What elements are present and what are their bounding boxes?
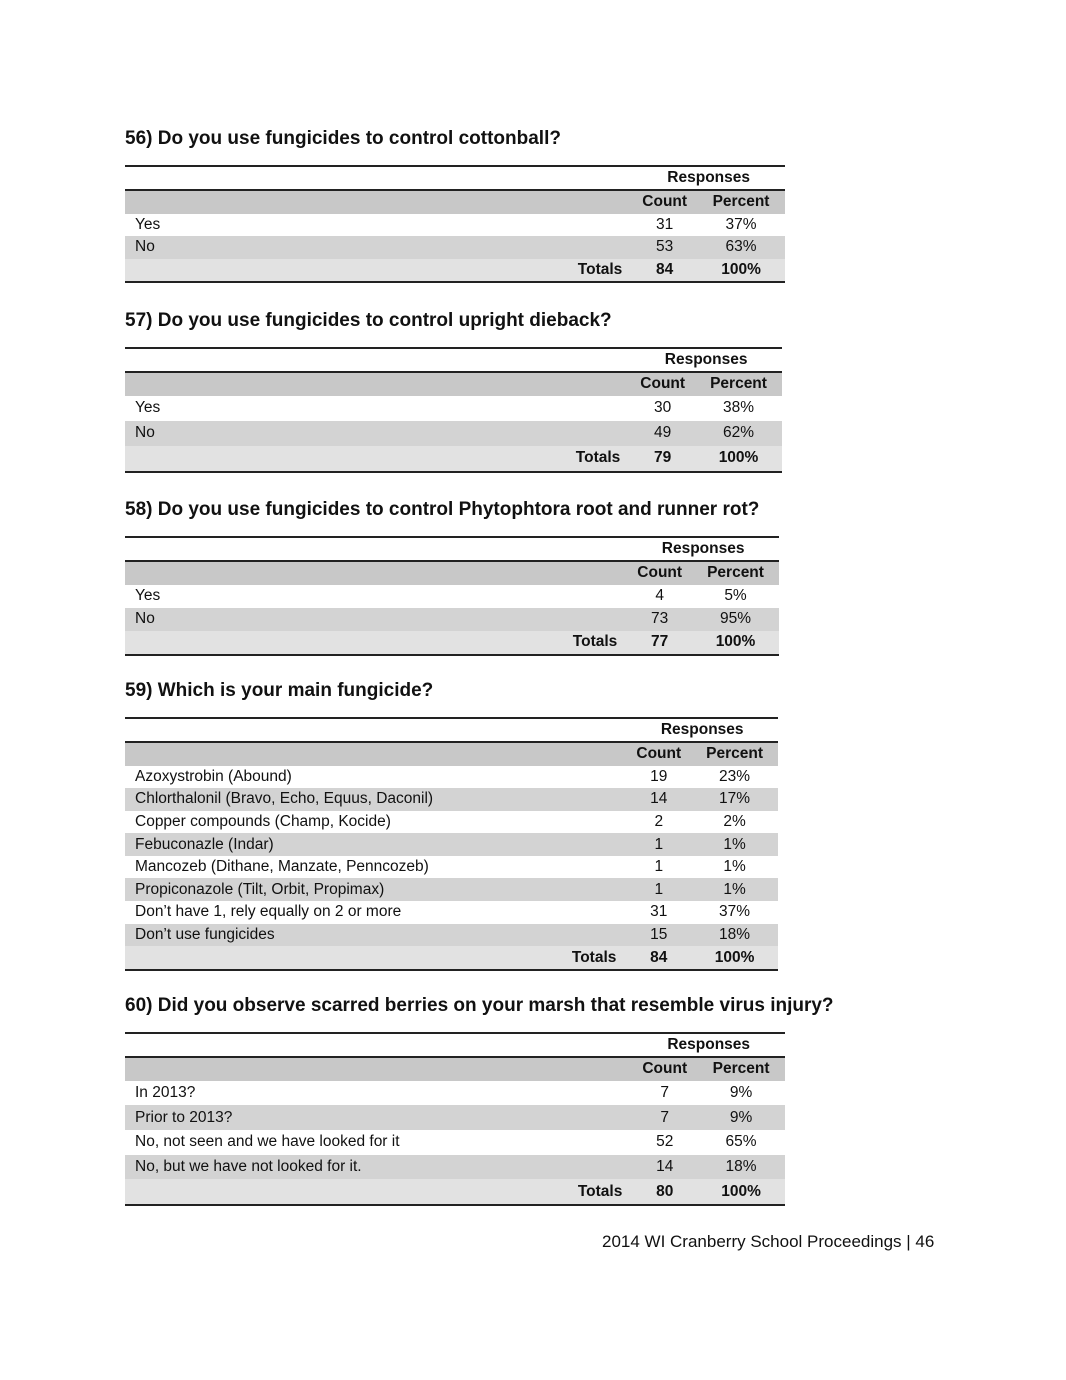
responses-header: Responses [632, 1033, 785, 1057]
percent-header: Percent [691, 742, 778, 766]
row-label: Febuconazle (Indar) [125, 833, 626, 856]
question-title: 59) Which is your main fungicide? [125, 680, 434, 701]
response-table [125, 347, 782, 473]
row-count: 15 [626, 924, 691, 947]
responses-header: Responses [627, 537, 779, 561]
row-count: 2 [654, 812, 664, 830]
header-spacer [125, 372, 630, 396]
total-percent: 100% [692, 631, 779, 655]
row-count: 14 [632, 1155, 697, 1180]
total-count: 79 [630, 446, 695, 472]
row-percent: 38% [723, 399, 755, 416]
row-count: 1 [626, 833, 691, 856]
row-percent: 17% [691, 788, 778, 811]
table-row [125, 811, 778, 834]
header-spacer [125, 348, 630, 372]
row-count: 7 [660, 1083, 670, 1101]
header-spacer [125, 561, 627, 585]
total-count: 84 [632, 259, 697, 283]
total-percent: 100% [697, 1179, 785, 1205]
totals-row [125, 446, 782, 472]
row-percent: 1% [723, 858, 746, 876]
header-spacer [125, 1057, 632, 1081]
row-percent: 2% [723, 812, 746, 830]
question-title: 56) Do you use fungicides to control cottonball? [125, 128, 561, 149]
row-label: No, but we have not looked for it. [125, 1155, 632, 1180]
row-percent: 18% [697, 1155, 785, 1180]
row-count: 4 [655, 587, 664, 604]
total-percent: 100% [695, 446, 782, 472]
question-block [125, 994, 834, 1206]
table-row [125, 1081, 785, 1106]
question-title: 58) Do you use fungicides to control Phytophtora root and runner rot? [125, 499, 760, 520]
row-percent: 37% [725, 215, 757, 233]
total-count: 77 [627, 631, 692, 655]
table-row [125, 236, 785, 259]
row-count: 1 [626, 878, 691, 901]
table-row [125, 878, 778, 901]
question-block [125, 127, 785, 283]
header-spacer [125, 166, 632, 190]
row-label: No [125, 236, 632, 259]
percent-header: Percent [697, 190, 785, 214]
table-row [125, 833, 778, 856]
table-row [125, 788, 778, 811]
table-row [125, 585, 779, 608]
row-count: 31 [650, 903, 668, 921]
responses-header: Responses [626, 718, 778, 742]
row-percent: 9% [697, 1105, 785, 1130]
row-percent: 9% [729, 1083, 753, 1101]
totals-label: Totals [125, 446, 630, 472]
question-block [125, 309, 782, 473]
row-percent: 65% [725, 1133, 757, 1151]
row-label: Chlorthalonil (Bravo, Echo, Equus, Daconil) [125, 788, 626, 811]
responses-header: Responses [632, 166, 785, 190]
row-percent: 63% [697, 236, 785, 259]
count-header: Count [630, 372, 695, 396]
row-count: 30 [654, 399, 672, 416]
response-table [125, 1032, 785, 1206]
table-row [125, 1155, 785, 1180]
table-row [125, 1105, 785, 1130]
totals-label: Totals [125, 631, 627, 655]
totals-label: Totals [125, 1179, 632, 1205]
row-label: No [125, 421, 630, 446]
total-count: 84 [626, 946, 691, 970]
row-percent: 1% [691, 878, 778, 901]
row-label: Propiconazole (Tilt, Orbit, Propimax) [125, 878, 626, 901]
row-label: Don’t use fungicides [125, 924, 626, 947]
table-row [125, 1130, 785, 1155]
table-row [125, 421, 782, 446]
percent-header: Percent [695, 372, 782, 396]
header-spacer [125, 1033, 632, 1057]
row-count: 73 [627, 608, 692, 631]
row-label: In 2013? [135, 1083, 196, 1101]
total-percent: 100% [691, 946, 778, 970]
row-label: Mancozeb (Dithane, Manzate, Penncozeb) [135, 858, 429, 876]
row-label: Copper compounds (Champ, Kocide) [135, 812, 391, 830]
page-footer: 2014 WI Cranberry School Proceedings | 46 [602, 1232, 935, 1251]
row-label: Yes [135, 587, 161, 604]
row-label: Yes [135, 399, 161, 416]
table-row [125, 856, 778, 879]
percent-header: Percent [697, 1057, 785, 1081]
row-count: 1 [654, 858, 664, 876]
table-row [125, 766, 778, 789]
row-label: No, not seen and we have looked for it [135, 1133, 400, 1151]
totals-row [125, 946, 778, 970]
header-spacer [125, 742, 626, 766]
count-header: Count [626, 742, 691, 766]
totals-label: Totals [125, 259, 632, 283]
question-block [125, 679, 778, 971]
response-table [125, 717, 778, 971]
row-label: Yes [135, 215, 161, 233]
row-count: 49 [630, 421, 695, 446]
table-row [125, 924, 778, 947]
totals-row [125, 631, 779, 655]
count-header: Count [632, 190, 697, 214]
row-percent: 62% [695, 421, 782, 446]
header-spacer [125, 718, 626, 742]
row-count: 53 [632, 236, 697, 259]
response-table [125, 165, 785, 283]
count-header: Count [627, 561, 692, 585]
totals-row [125, 259, 785, 283]
row-percent: 95% [692, 608, 779, 631]
row-label: No [125, 608, 627, 631]
row-percent: 18% [691, 924, 778, 947]
row-count: 31 [656, 215, 674, 233]
row-label: Don’t have 1, rely equally on 2 or more [135, 903, 402, 921]
row-label: Azoxystrobin (Abound) [135, 767, 292, 785]
header-spacer [125, 537, 627, 561]
response-table [125, 536, 779, 656]
totals-row [125, 1179, 785, 1205]
row-percent: 5% [724, 587, 747, 604]
question-block [125, 498, 779, 656]
header-spacer [125, 190, 632, 214]
row-count: 7 [632, 1105, 697, 1130]
total-percent: 100% [697, 259, 785, 283]
row-percent: 23% [719, 767, 751, 785]
row-count: 19 [650, 767, 668, 785]
row-count: 14 [626, 788, 691, 811]
row-label: Prior to 2013? [125, 1105, 632, 1130]
row-percent: 37% [719, 903, 751, 921]
table-row [125, 396, 782, 421]
totals-label: Totals [125, 946, 626, 970]
responses-header: Responses [630, 348, 782, 372]
table-row [125, 608, 779, 631]
table-row [125, 901, 778, 924]
row-percent: 1% [691, 833, 778, 856]
table-row [125, 214, 785, 237]
percent-header: Percent [692, 561, 779, 585]
count-header: Count [632, 1057, 697, 1081]
question-title: 57) Do you use fungicides to control upright dieback? [125, 310, 612, 331]
question-title: 60) Did you observe scarred berries on your marsh that resemble virus injury? [125, 995, 834, 1016]
total-count: 80 [632, 1179, 697, 1205]
row-count: 52 [656, 1133, 674, 1151]
